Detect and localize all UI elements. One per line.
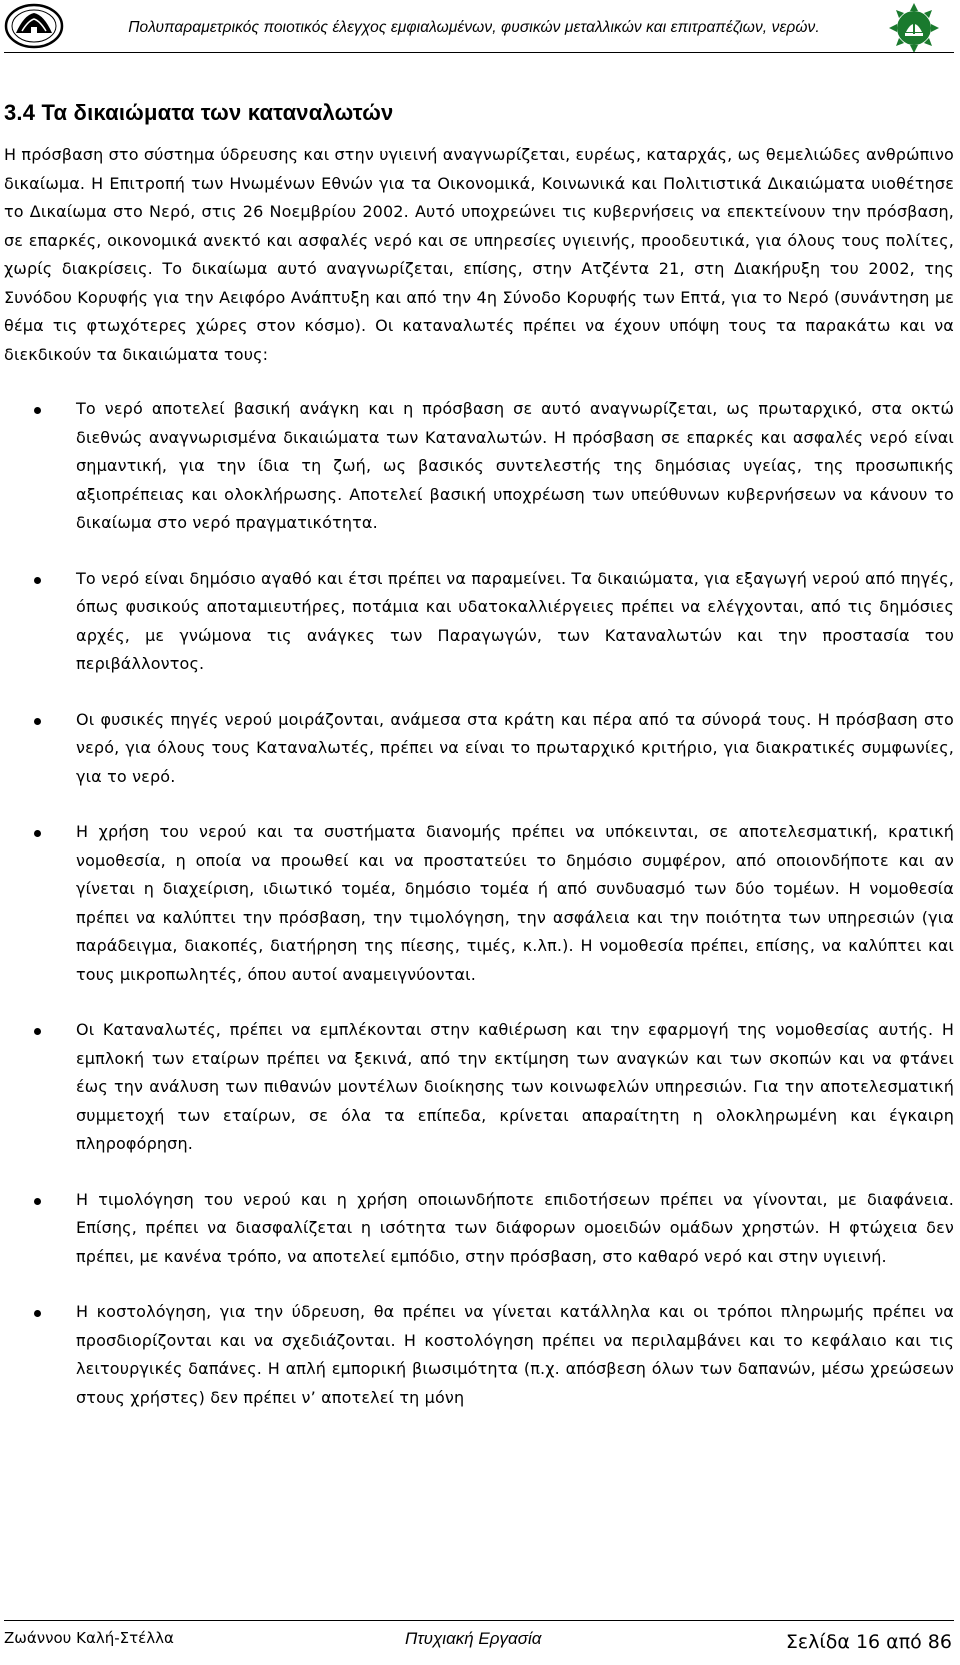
list-item-text: Η τιμολόγηση του νερού και η χρήση οποιωνδήποτε επιδοτήσεων πρέπει να γίνονται, με διαφάνεια. Επίσης, πρέπει να διασφαλίζεται η ισότητα των διάφορων ομοειδών ομάδων χρηστών. Η φτώχεια δεν πρέπει, με κανένα τρόπο, να αποτελεί εμπόδιο, στην πρόσβαση, στο καθαρό νερό και στην υγιεινή. [76, 1189, 954, 1266]
footer-divider [4, 1620, 954, 1621]
bullet-icon [34, 830, 41, 837]
section-title: 3.4 Τα δικαιώματα των καταναλωτών [4, 99, 394, 125]
list-item [4, 818, 954, 989]
document-body [4, 141, 954, 1439]
bullet-icon [34, 407, 41, 414]
bullet-icon [34, 1198, 41, 1205]
page-footer [0, 1620, 960, 1665]
list-item [4, 1298, 954, 1412]
intro-paragraph: Η πρόσβαση στο σύστημα ύδρευσης και στην υγιεινή αναγνωρίζεται, ευρέως, καταρχάς, ως θεμελιώδες ανθρώπινο δικαίωμα. Η Επιτροπή των Ηνωμένων Εθνών για τα Οικονομικά, Κοινωνικά και Πολιτιστικά Δικαιώματα υιοθέτησε το Δικαίωμα στο Νερό, στις 26 Νοεμβρίου 2002. Αυτό υποχρεώνει τις κυβερνήσεις να επεκτείνουν την πρόσβαση, σε επαρκές, οικονομικά ανεκτό και ασφαλές νερό και σε υπηρεσίες υγιεινής, προοδευτικά, για όλους τους πολίτες, χωρίς διακρίσεις. Το δικαίωμα αυτό αναγνωρίζεται, επίσης, στην Ατζέντα 21, στη Διακήρυξη του 2002, της Συνόδου Κορυφής για την Αειφόρο Ανάπτυξη και από την 4η Σύνοδο Κορυφής των Επτά, για το Νερό (συνάντηση με θέμα τις φτωχότερες χώρες στον κόσμο). Οι καταναλωτές πρέπει να έχουν υπόψη τους τα παρακάτω και να διεκδικούν τα δικαιώματα τους: [4, 145, 954, 364]
bullet-icon [34, 577, 41, 584]
list-item-text: Οι φυσικές πηγές νερού μοιράζονται, ανάμεσα στα κράτη και πέρα από τα σύνορά τους. Η πρόσβαση στο νερό, για όλους τους Καταναλωτές, πρέπει να είναι το πρωταρχικό κριτήριο, για διακρατικές συμφωνίες, για το νερό. [76, 709, 954, 786]
leaf-emblem-icon [888, 2, 940, 54]
rights-list [4, 395, 954, 1412]
page-header [0, 0, 960, 54]
bullet-icon [34, 1310, 41, 1317]
list-item-text: Το νερό αποτελεί βασική ανάγκη και η πρόσβαση σε αυτό αναγνωρίζεται, ως πρωταρχικό, στα οκτώ διεθνώς αναγνωρισμένα δικαιώματα των Καταναλωτών. Η πρόσβαση σε επαρκές και ασφαλές νερό είναι σημαντική, για την ίδια τη ζωή, ως βασικός συντελεστής της δημόσιας υγείας, της προσωπικής αξιοπρέπειας και ολοκλήρωσης. Αποτελεί βασική υποχρέωση των υπεύθυνων κυβερνήσεων να κάνουν το δικαίωμα στο νερό πραγματικότητα. [76, 399, 954, 532]
list-item-text: Οι Καταναλωτές, πρέπει να εμπλέκονται στην καθιέρωση και την εφαρμογή της νομοθεσίας αυτής. Η εμπλοκή των εταίρων πρέπει να ξεκινά, από την εκτίμηση των αναγκών και των σκοπών και να φτάνει έως την ανάλυση των πιθανών μοντέλων διοίκησης των κοινωφελών υπηρεσιών. Για την αποτελεσματική συμμετοχή των εταίρων, σε όλα τα επίπεδα, κρίνεται απαραίτητη η ολοκληρωμένη και έγκαιρη πληροφόρηση. [76, 1020, 954, 1153]
bullet-icon [34, 718, 41, 725]
list-item [4, 395, 954, 538]
list-item-text: Η χρήση του νερού και τα συστήματα διανομής πρέπει να υπόκεινται, σε αποτελεσματική, κρατική νομοθεσία, η οποία να προωθεί και να προστατεύει το δημόσιο συμφέρον, από οποιονδήποτε και αν γίνεται η διαχείριση, ιδιωτικό τομέα, δημόσιο τομέα ή από συνδυασμό των δύο τομέων. Η νομοθεσία πρέπει να καλύπτει την πρόσβαση, την τιμολόγηση, την ασφάλεια και την ποιότητα των υπηρεσιών (για παράδειγμα, διακοπές, διατήρηση της πίεσης, τιμές, κ.λπ.). Η νομοθεσία πρέπει, επίσης, να καλύπτει και τους μικροπωλητές, όπου αυτοί αναμειγνύονται. [76, 822, 954, 984]
list-item [4, 706, 954, 792]
list-item [4, 565, 954, 679]
list-item-text: Το νερό είναι δημόσιο αγαθό και έτσι πρέπει να παραμείνει. Τα δικαιώματα, για εξαγωγή νερού από πηγές, όπως φυσικούς αποταμιευτήρες, ποτάμια και υδατοκαλλιέργειες πρέπει να ελέγχονται, από τις δημόσιες αρχές, με γνώμονα τις ανάγκες των Παραγωγών, των Καταναλωτών και την προστασία του περιβάλλοντος. [76, 568, 954, 673]
document-title: Πολυπαραμετρικός ποιοτικός έλεγχος εμφιαλωμένων, φυσικών μεταλλικών και επιτραπέζιων, νερών. [128, 19, 820, 36]
list-item [4, 1016, 954, 1159]
bullet-icon [34, 1028, 41, 1035]
list-item-text: Η κοστολόγηση, για την ύδρευση, θα πρέπει να γίνεται κατάλληλα και οι τρόποι πληρωμής πρέπει να προσδιορίζονται και να σχεδιάζονται. Η κοστολόγηση πρέπει να περιλαμβάνει και το κεφάλαιο και τις λειτουργικές δαπάνες. Η απλή εμπορική βιωσιμότητα (π.χ. απόσβεση όλων των δαπανών, μέσω χρεώσεων στους χρήστες) δεν πρέπει ν’ αποτελεί τη μόνη [76, 1302, 954, 1407]
page-number: Σελίδα 16 από 86 [785, 1631, 952, 1653]
footer-document-type: Πτυχιακή Εργασία [405, 1629, 542, 1648]
university-seal-icon [4, 3, 64, 49]
list-item [4, 1186, 954, 1272]
header-divider [4, 52, 954, 53]
footer-author: Ζωάννου Καλή-Στέλλα [4, 1629, 174, 1647]
